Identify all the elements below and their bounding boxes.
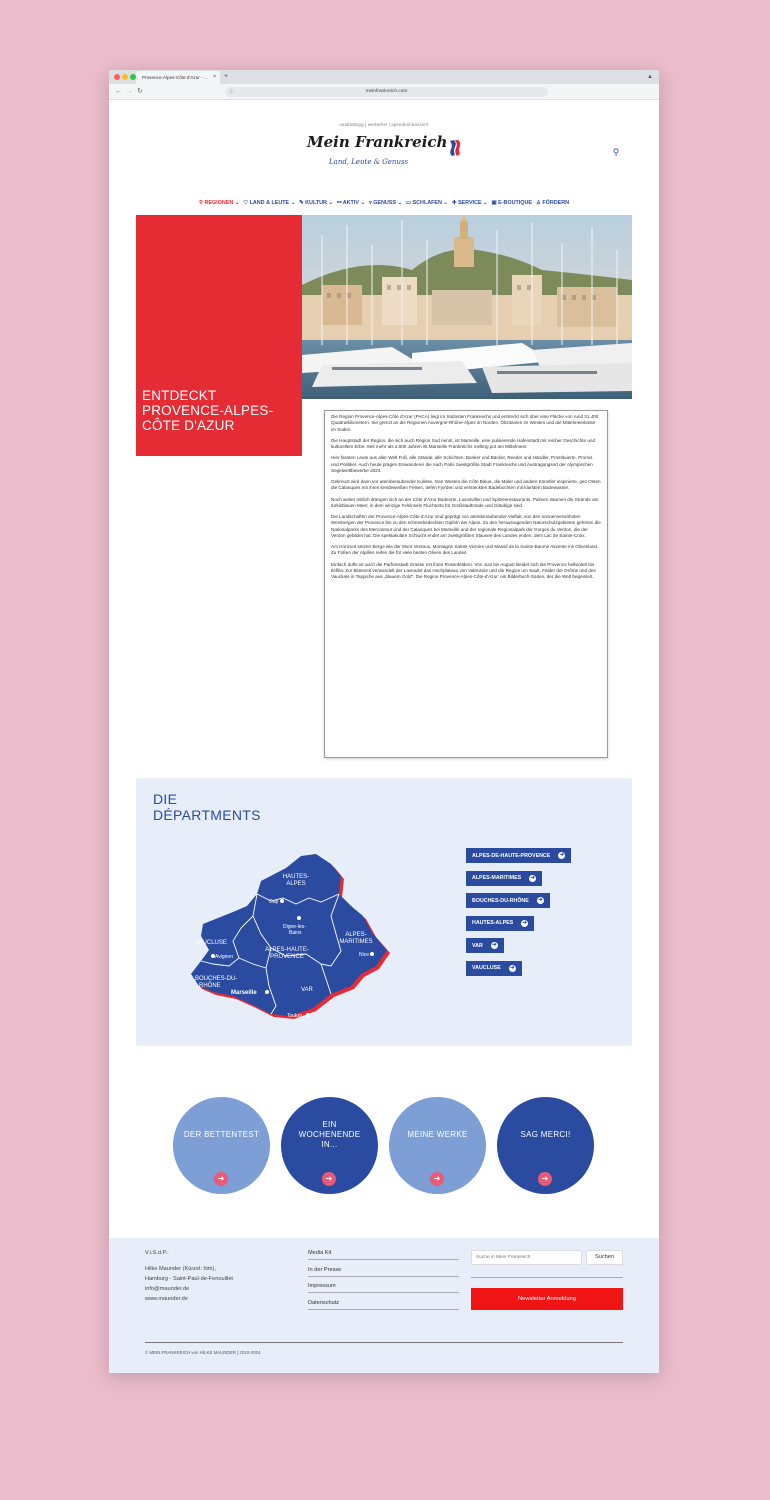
nav-item-service[interactable] [452,200,488,206]
department-button[interactable] [466,848,571,863]
nav-item-regionen[interactable] [199,200,239,206]
footer-search-button[interactable]: Suchen [586,1250,623,1265]
map-city-gap: Gap [269,899,279,905]
department-button-label: ALPES-DE-HAUTE-PROVENCE [472,852,551,859]
department-button-label: ALPES-MARITIMES [472,875,522,881]
department-button-label: BOUCHES-DU-RHÔNE [472,897,529,904]
departments-title-line1: DIE [153,791,178,807]
nav-item-label: E-BOUTIQUE [498,200,532,206]
map-marker-nice [370,952,374,956]
map-label-am: MARITIMES [339,939,373,945]
intro-text-box [324,410,608,758]
intro-paragraph: Die Hauptstadt der Region, die sich auch Région Sud nennt, ist Marseille, eine pulsierende Hafenstadt mit reicher Geschichte und kulturellem Erbe. Seit mehr als 2.600 Jahren ist Marseille Frankreichs melting pot am Mittelmeer. [331,437,596,450]
map-marker-avignon [211,954,215,958]
puzzle-icon: ✚ [451,200,458,206]
arrow-right-icon: ➜ [214,1172,228,1186]
intro-paragraph: Am Horizont setzen Berge wie der Mont Ventoux, Montagne Sainte-Victoire und Massif de la Sainte-Baume Akzente ins Olivenland. Zu Füßen der Alpilles reifen die für viele besten Oliven des Landes. [331,544,599,556]
map-label-bdr: RHÔNE [199,983,221,989]
nav-item-kultur[interactable] [299,200,333,206]
map-city-toulon: Toulon [287,1013,302,1019]
map-label-var: VAR [301,987,313,993]
new-tab-icon[interactable]: + [224,73,229,80]
nav-item-label: SERVICE [457,200,482,206]
nav-item-e-boutique[interactable] [492,200,532,206]
nav-item-land-leute[interactable] [243,200,295,206]
footer-visdp: V.i.S.d.P.: [145,1250,169,1256]
footer-copyright: © MEIN FRANKREICH von HILKE MAUNDER | 2010-2024 [145,1350,261,1355]
feature-circle-button[interactable] [497,1097,594,1194]
chevron-down-icon: ⌄ [289,200,296,206]
heart-icon: ♡ [243,200,250,206]
map-marker-toulon [306,1013,310,1017]
footer-search-input[interactable] [471,1250,582,1265]
hero-title: ENTDECKT PROVENCE-ALPES-CÔTE D'AZUR [142,388,274,433]
department-button[interactable] [466,893,550,908]
feature-circle-label: EIN WOCHENENDE IN... [298,1119,361,1149]
chevron-down-icon: ⌄ [481,200,488,206]
feature-circle-label: MEINE WERKE [407,1129,468,1139]
nav-item-label: LAND & LEUTE [249,200,290,206]
browser-tab[interactable] [136,71,220,84]
department-button-label: VAUCLUSE [472,965,501,971]
nav-item-label: KULTUR [305,200,327,206]
address-bar [109,84,659,100]
url-field[interactable] [225,87,548,97]
arrow-right-icon: ➜ [559,852,565,858]
arrow-right-icon: ➜ [322,1172,336,1186]
footer-address: Hamburg - Saint-Paul-de-Fenouillet [145,1276,233,1282]
nav-item-label: GENUSS [373,200,396,206]
department-button[interactable] [466,871,542,886]
browser-window [109,70,659,1373]
footer-link[interactable]: Impressum [308,1283,459,1293]
map-label-ahp: PROVENCE [270,954,304,960]
logo-title: Mein Frankreich [307,133,448,151]
department-button-list [466,848,571,983]
map-city-digne: Digne-les- [283,924,306,930]
nav-item-aktiv[interactable] [337,200,365,206]
map-marker-digne [297,916,301,920]
brush-icon: ✎ [299,200,306,206]
departments-title [153,791,261,823]
feature-circle-label: SAG MERCI! [520,1129,571,1139]
departments-section [136,778,632,1046]
tab-close-icon[interactable]: × [213,74,216,80]
nav-item-label: AKTIV [342,200,359,206]
map-city-marseille: Marseille [231,990,257,996]
arrow-right-icon: ➜ [522,919,527,926]
footer-link[interactable]: Media Kit [308,1250,459,1260]
browser-menu-icon[interactable]: ▲ [647,74,653,80]
feature-circle-button[interactable] [389,1097,486,1194]
logo-subtitle: Land, Leute & Genuss [329,158,409,166]
arrow-right-icon: ➜ [537,897,543,903]
footer-divider [471,1277,623,1278]
url-text: meinfrankreich.com [365,89,408,94]
reload-icon[interactable]: ↻ [137,88,143,95]
arrow-right-icon: ➜ [530,874,535,881]
back-icon[interactable]: ← [115,88,122,95]
site-tagline: unabhängig | werbefrei | spendenfinanziert [339,122,429,127]
arrow-right-icon: ➜ [430,1172,444,1186]
site-info-icon[interactable]: ⓘ [229,89,235,95]
glass-icon: ▿ [368,200,374,206]
nav-item-schlafen[interactable] [406,200,448,206]
chevron-down-icon: ⌄ [395,200,402,206]
tab-title: Provence-Alpes-Côte d'Azur - ... [142,75,208,80]
site-footer [109,1238,659,1373]
site-logo[interactable] [307,133,467,183]
user-plus-icon: ♙ [535,200,543,206]
french-flag-icon [449,139,461,157]
chevron-down-icon: ⌄ [326,200,333,206]
feature-circle-label: DER BETTENTEST [183,1129,260,1139]
bed-icon: ▭ [405,200,413,206]
intro-paragraph: Hier fassten Leute aus aller Welt Fuß, alle Stände, alle Schichten: Banker und Bäcker, Reeder und Händler, Prostituierte, Promis und Politiker. Auch heute prägen Einwanderer die nach Paris zweitgrößte Stadt Frankreichs und Austragungsort der olympischen Segelwettbewerbe 2024. [331,455,593,473]
nav-item-label: SCHLAFEN [412,200,442,206]
intro-paragraph: Noch weiter östlich drängen sich an der Côte d'Azur Badeorte, Luxusvillen und Spitzenrestaurants. Palmen säumen die Strände am türkisblauen Meer, in dem winzige Felsinseln Fluchtorte für Großstadtmüde und Gläubige sind. [331,496,599,508]
forward-icon[interactable]: → [126,88,133,95]
map-city-avignon: Avignon [215,954,233,960]
footer-email-link[interactable]: info@maunder.de [145,1286,190,1292]
chevron-down-icon: ⌄ [233,200,240,206]
department-button-label: HAUTES-ALPES [472,920,514,926]
minimize-window-dot[interactable] [122,74,128,80]
intro-paragraph: Die Landschaften der Provence-Alpes-Côte d'Azur sind geprägt von atemberaubender Vielfalt, von den sonnenverwöhnten Weinbergen der Provence bis zu den schneebedeckten Gipfeln der Alpen. Zu den herausragenden Naturschutzgebieten gehören die Nationalparks des Mercantour und der Calanques bei Marseille und der regionale Regionalpark der Gorges du Verdon, die der Verdon gebildet hat. Die spektakuläre Schlucht endet am zweitgrößten Stausee des Landes enden, dem Lac de Sainte-Croix. [331,514,601,538]
department-button[interactable] [466,938,504,953]
header-search-icon[interactable]: ⚲ [612,147,620,157]
nav-item-fördern[interactable] [536,200,569,206]
departments-title-line2: DÉPARTMENTS [153,807,261,823]
department-button[interactable] [466,916,534,931]
map-label-bdr: BOUCHES-DU- [195,976,238,982]
map-marker-marseille [265,990,269,994]
nav-item-label: REGIONEN [204,200,234,206]
browser-titlebar [109,70,659,84]
map-city-nice: Nice [359,952,370,958]
nav-item-label: FÖRDERN [542,200,569,206]
main-navigation [109,191,659,209]
shop-icon: ▣ [491,200,499,206]
intro-paragraph: Einfach dufte ist auch die Parfümstadt Grasse mit ihren Rosenfeldern. Von Juni bis August kleidet sich die Provence hellviolett bis tieflila: Zur Blütezeit verwandelt der Lavendel das Hochplateau von Valensole und die Region um Sault, Felder der Drôme und des Vaucluse in Teppiche aus „blauem Gold“. Die Region Provence-Alpes-Côte-d'Azur: ein Bilderbuch-Süden, der die Welt begeistert. [331,561,596,580]
map-pin-icon: ⚲ [199,200,205,206]
map-label-hautes-alpes: HAUTES- [282,874,310,880]
footer-link[interactable]: In der Presse [308,1267,459,1277]
map-label-ahp: ALPES-HAUTE- [265,947,309,953]
nav-item-genuss[interactable] [369,200,402,206]
map-label-am: ALPES- [345,932,367,938]
footer-web-link[interactable]: www.maunder.de [145,1296,188,1302]
chevron-down-icon: ⌄ [441,200,448,206]
map-marker-gap [280,899,284,903]
close-window-dot[interactable] [114,74,120,80]
newsletter-signup-button[interactable]: Newsletter Anmeldung [471,1288,623,1310]
arrow-right-icon: ➜ [491,942,497,948]
region-map[interactable] [191,846,406,1036]
feature-circle-button[interactable] [173,1097,270,1194]
intro-paragraph: Die Region Provence-Alpes-Côte d'Azur (PACA) liegt im Südosten Frankreichs und erstreckt sich über eine Fläche von rund 31.400 Quadratkilometern. Sie grenzt an die Regionen Auvergne-Rhône-Alpes im Norden, Okzitanien im Westen und die Mittelmeerküste im Süden. [331,414,599,432]
footer-separator [145,1342,623,1343]
department-button[interactable] [466,961,522,976]
chevron-down-icon: ⌄ [358,200,365,206]
bike-icon: ⚯ [336,200,343,206]
arrow-right-icon: ➜ [509,964,515,971]
map-label-vaucluse: VAUCLUSE [195,940,227,946]
feature-circle-button[interactable] [281,1097,378,1194]
map-label-hautes-alpes: ALPES [286,881,306,887]
footer-link[interactable]: Datenschutz [308,1300,459,1310]
department-button-label: VAR [472,942,483,949]
intro-paragraph: Gekreuzt wird dann vor atemberaubender Kulisse. Gen Westen die Côte Bleue, die Maler und andere Künstler inspirierte, gen Osten die Calanques mit ihren kreideweißen Felsen, tiefen Fjorden und versteckten Badebuchten mit klarstem Badewasser. [331,479,601,491]
map-city-digne: Bains [289,930,302,936]
footer-name: Hilke Maunder (Kürzel: him), [145,1266,216,1272]
hero-marseille-harbor-image [302,215,632,399]
arrow-right-icon: ➜ [538,1172,552,1186]
